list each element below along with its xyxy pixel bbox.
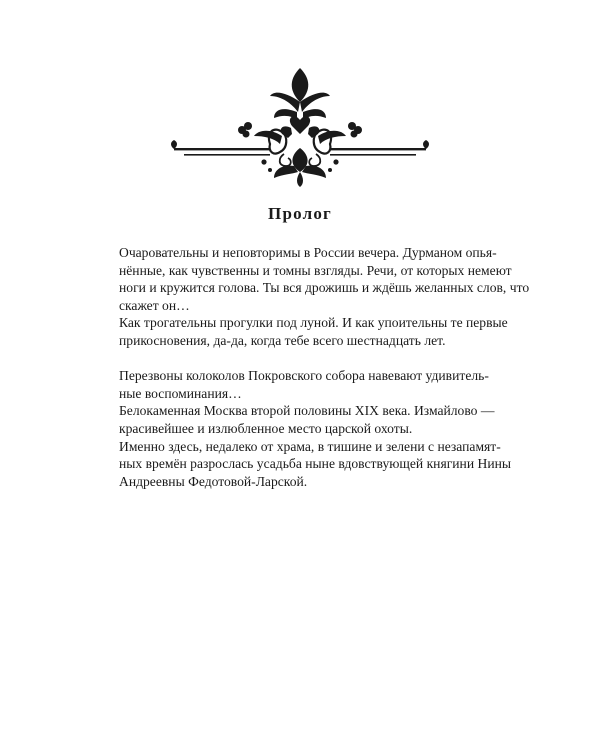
text-line: Очаровательны и неповторимы в России вечера. Дурманом опья- xyxy=(119,245,497,260)
text-line: прикосновения, да-да, когда тебе всего шестнадцать лет. xyxy=(119,332,446,348)
paragraph xyxy=(103,314,508,349)
paragraph xyxy=(103,367,508,402)
chapter-body xyxy=(103,244,530,490)
section-break xyxy=(103,350,508,368)
text-line: Андреевны Федотовой-Ларской. xyxy=(119,473,308,489)
text-line: нённые, как чувственны и томны взгляды. Речи, от которых немеют xyxy=(119,262,512,278)
text-line: Белокаменная Москва второй половины XIX века. Измайлово — xyxy=(119,403,495,419)
paragraph xyxy=(103,402,508,437)
chapter-title: Пролог xyxy=(268,204,332,223)
text-line: Именно здесь, недалеко от храма, в тишине и зелени с незапамят- xyxy=(119,438,501,454)
text-line: Перезвоны колоколов Покровского собора навевают удивитель- xyxy=(119,368,489,384)
floral-vignette-icon xyxy=(170,66,430,188)
paragraph xyxy=(103,438,512,491)
paragraph xyxy=(103,244,530,314)
text-line: ные воспоминания… xyxy=(119,385,242,401)
text-line: красивейшее и излюбленное место царской охоты. xyxy=(119,420,413,436)
text-line: Как трогательны прогулки под луной. И как упоительны те первые xyxy=(119,315,508,331)
text-line: ноги и кружится голова. Ты вся дрожишь и ждёшь желанных слов, что xyxy=(119,280,530,296)
text-line: ных времён разрослась усадьба ныне вдовствующей княгини Нины xyxy=(119,456,512,472)
text-line: скажет он… xyxy=(119,297,190,313)
